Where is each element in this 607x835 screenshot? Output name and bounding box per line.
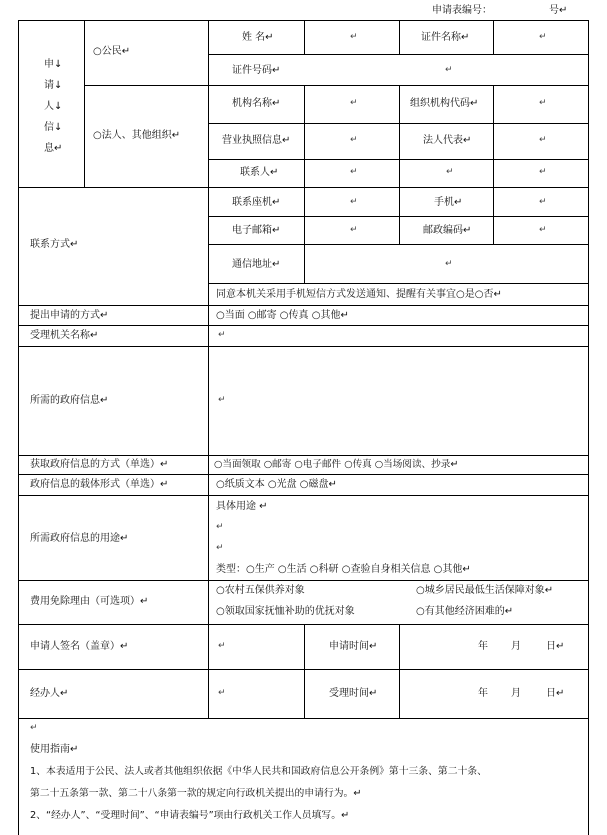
legal-rep-label: 法人代表↵: [423, 135, 472, 146]
name-field[interactable]: ↵: [350, 32, 358, 42]
grid-line: [208, 20, 209, 305]
handler-field[interactable]: ↵: [218, 688, 226, 698]
landline-label: 联系座机↵: [232, 197, 281, 208]
fee-exempt-option[interactable]: ○领取国家抚恤补助的优抚对象: [216, 606, 355, 617]
applicant-section-label-4: 信↓: [44, 122, 63, 133]
carrier-label: 政府信息的载体形式（单选）↵: [30, 479, 169, 490]
id-type-label: 证件名称↵: [421, 32, 470, 43]
landline-field[interactable]: ↵: [350, 197, 358, 207]
grid-line: [18, 495, 589, 496]
contact-section-label: 联系方式↵: [30, 239, 79, 250]
grid-line: [18, 305, 589, 306]
acceptance-day: 日↵: [546, 688, 565, 699]
application-time-label: 申请时间↵: [329, 641, 378, 652]
fee-exempt-option[interactable]: ○农村五保供养对象: [216, 585, 305, 596]
fee-exempt-option[interactable]: ○城乡居民最低生活保障对象↵: [416, 585, 554, 596]
applicant-section-label-5: 息↵: [44, 143, 63, 154]
info-needed-label: 所需的政府信息↵: [30, 395, 109, 406]
applicant-section-label-2: 请↓: [44, 80, 63, 91]
grid-line: [18, 580, 589, 581]
address-field[interactable]: ↵: [445, 259, 453, 269]
id-type-field[interactable]: ↵: [539, 32, 547, 42]
handler-label: 经办人↵: [30, 688, 69, 699]
purpose-detail-line[interactable]: ↵: [216, 543, 224, 553]
acceptance-month: 月: [511, 688, 521, 699]
email-label: 电子邮箱↵: [232, 225, 281, 236]
postcode-label: 邮政编码↵: [423, 225, 472, 236]
purpose-detail-label: 具体用途 ↵: [216, 501, 268, 512]
grid-line: [304, 20, 305, 54]
submit-method-label: 提出申请的方式↵: [30, 310, 109, 321]
org-name-field[interactable]: ↵: [350, 98, 358, 108]
business-license-label: 营业执照信息↵: [222, 135, 291, 146]
org-code-field[interactable]: ↵: [539, 98, 547, 108]
citizen-radio[interactable]: ○公民↵: [93, 46, 131, 57]
grid-line: [208, 283, 589, 284]
contact-extra-field[interactable]: ↵: [539, 167, 547, 177]
grid-line: [399, 85, 400, 244]
contact-person-field[interactable]: ↵: [350, 167, 358, 177]
postcode-field[interactable]: ↵: [539, 225, 547, 235]
acceptance-year: 年: [478, 688, 488, 699]
agency-name-field[interactable]: ↵: [218, 330, 226, 340]
grid-line: [399, 20, 400, 54]
agency-name-label: 受理机关名称↵: [30, 330, 99, 341]
contact-extra-field[interactable]: ↵: [446, 167, 454, 177]
purpose-detail-line[interactable]: ↵: [216, 522, 224, 532]
info-needed-field[interactable]: ↵: [218, 395, 226, 405]
grid-line: [84, 85, 589, 86]
grid-line: [18, 325, 589, 326]
grid-line: [18, 718, 589, 719]
fee-exempt-option[interactable]: ○有其他经济困难的↵: [416, 606, 514, 617]
applicant-section-label-3: 人↓: [44, 101, 63, 112]
grid-line: [18, 474, 589, 475]
submit-method-options[interactable]: ○当面 ○邮寄 ○传真 ○其他↵: [216, 310, 349, 321]
org-name-label: 机构名称↵: [232, 98, 281, 109]
grid-line: [18, 455, 589, 456]
guide-line-2: 第二十五条第一款、第二十八条第一款的规定向行政机关提出的申请行为。↵: [30, 788, 362, 799]
legal-rep-field[interactable]: ↵: [539, 135, 547, 145]
obtain-method-label: 获取政府信息的方式（单选）↵: [30, 459, 169, 470]
grid-line: [84, 20, 85, 187]
fee-exempt-label: 费用免除理由（可选项）↵: [30, 596, 149, 607]
guide-line-1: 1、本表适用于公民、法人或者其他组织依据《中华人民共和国政府信息公开条例》第十三条、第二十条、: [30, 766, 487, 777]
business-license-field[interactable]: ↵: [350, 135, 358, 145]
purpose-type-options[interactable]: 类型：○生产 ○生活 ○科研 ○查验自身相关信息 ○其他↵: [216, 564, 471, 575]
grid-line: [304, 85, 305, 283]
contact-person-label: 联系人↵: [240, 167, 279, 178]
grid-line: [304, 624, 305, 718]
application-number-suffix: 号↵: [549, 5, 568, 16]
guide-line-3: 2、“经办人”、“受理时间”、“申请表编号”项由行政机关工作人员填写。↵: [30, 810, 350, 821]
applicant-section-label-1: 申↓: [44, 59, 63, 70]
grid-line: [208, 305, 209, 718]
guide-title: 使用指南↵: [30, 744, 79, 755]
grid-line: [493, 85, 494, 244]
grid-line: [208, 54, 589, 55]
sms-consent-option[interactable]: 同意本机关采用手机短信方式发送通知、提醒有关事宜○是○否↵: [216, 289, 502, 300]
grid-line: [493, 20, 494, 54]
grid-line: [18, 346, 589, 347]
id-number-label: 证件号码↵: [232, 65, 281, 76]
mobile-label: 手机↵: [434, 197, 463, 208]
purpose-label: 所需政府信息的用途↵: [30, 533, 129, 544]
grid-line: [18, 20, 19, 835]
application-day: 日↵: [546, 641, 565, 652]
id-number-field[interactable]: ↵: [445, 65, 453, 75]
organization-radio[interactable]: ○法人、其他组织↵: [93, 130, 181, 141]
applicant-signature-label: 申请人签名（盖章）↵: [30, 641, 129, 652]
application-number-label: 申请表编号：: [432, 5, 492, 16]
grid-line: [208, 244, 589, 245]
applicant-signature-field[interactable]: ↵: [218, 641, 226, 651]
grid-line: [399, 624, 400, 718]
application-month: 月: [511, 641, 521, 652]
grid-line: [588, 20, 589, 835]
org-code-label: 组织机构代码↵: [410, 98, 479, 109]
address-label: 通信地址↵: [232, 259, 281, 270]
application-year: 年: [478, 641, 488, 652]
acceptance-time-label: 受理时间↵: [329, 688, 378, 699]
email-field[interactable]: ↵: [350, 225, 358, 235]
carrier-options[interactable]: ○纸质文本 ○光盘 ○磁盘↵: [216, 479, 337, 490]
mobile-field[interactable]: ↵: [539, 197, 547, 207]
name-label: 姓 名↵: [242, 32, 274, 43]
obtain-method-options[interactable]: ○当面领取 ○邮寄 ○电子邮件 ○传真 ○当场阅读、抄录↵: [214, 459, 459, 470]
guide-blank-line: ↵: [30, 723, 38, 733]
